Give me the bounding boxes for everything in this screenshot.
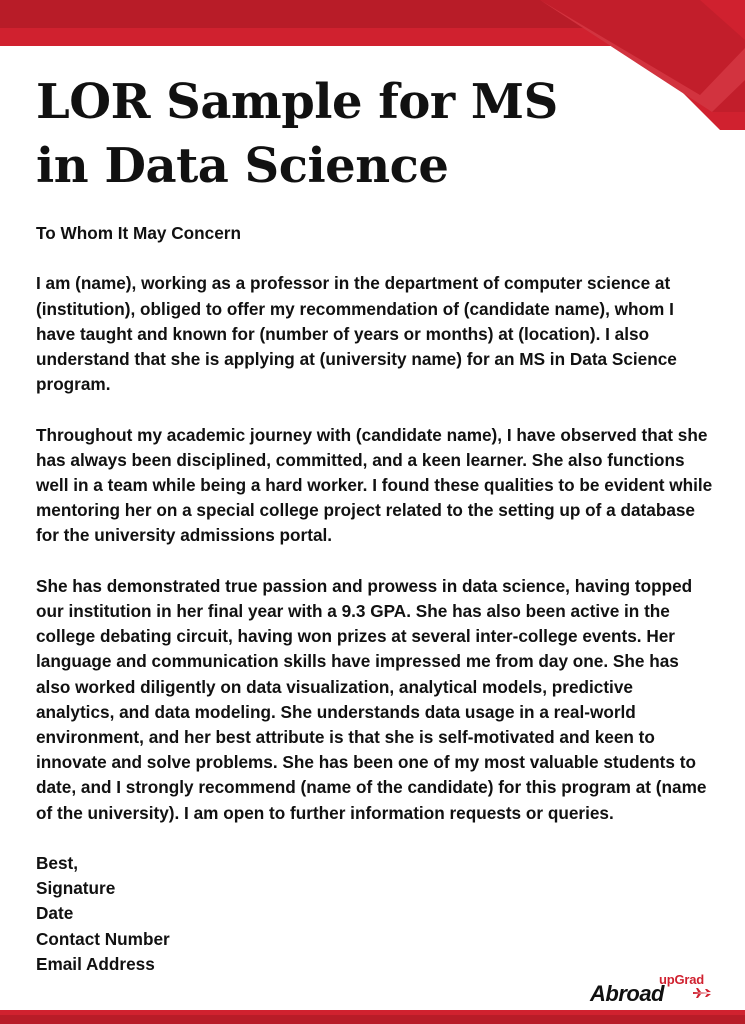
title-line-2: in Data Science xyxy=(36,138,449,194)
signoff-contact-number: Contact Number xyxy=(36,928,170,949)
signoff-email-address: Email Address xyxy=(36,953,155,974)
paragraph-qualities: Throughout my academic journey with (candidate name), I have observed that she has always been disciplined, committed, and a keen learner. She also functions well in a team while being a hard worker. I found these qualities to be evident while mentoring her on a special college project related to the setting up of a database for the university admissions portal. xyxy=(36,424,713,546)
salutation: To Whom It May Concern xyxy=(36,223,241,243)
signoff-closing: Best, xyxy=(36,853,79,874)
page-title xyxy=(36,70,676,198)
footer-decoration xyxy=(0,1010,745,1024)
signoff-block xyxy=(36,851,716,977)
upgrad-abroad-logo xyxy=(588,970,718,1010)
paragraph-achievements: She has demonstrated true passion and prowess in data science, having topped our institution in her final year with a 9.3 GPA. She has also been active in the college debating circuit, having won prizes at several inter-college events. Her language and communication skills have impressed me from day one. She has also worked diligently on data visualization, analytical models, predictive analytics, and data modeling. She understands data usage in a real-world environment, and her best attribute is that she is self-motivated and keen to innovate and solve problems. She has been one of my most valuable students to date, and I strongly recommend (name of the candidate) for this program at (name of the university). I am open to further information requests or queries. xyxy=(36,575,707,823)
paragraph-intro: I am (name), working as a professor in the department of computer science at (institution), obliged to offer my recommendation of (candidate name), whom I have taught and known for (number of years or months) at (location). I also understand that she is applying at (university name) for an MS in Data Science program. xyxy=(36,273,677,395)
letter-body xyxy=(36,221,716,977)
signoff-signature: Signature xyxy=(36,878,116,899)
logo-abroad-text: Abroad xyxy=(590,981,664,1006)
title-line-1: LOR Sample for MS xyxy=(36,74,558,130)
logo-upgrad-text: upGrad xyxy=(658,972,704,987)
signoff-date: Date xyxy=(36,903,74,924)
plane-icon xyxy=(692,986,712,1000)
